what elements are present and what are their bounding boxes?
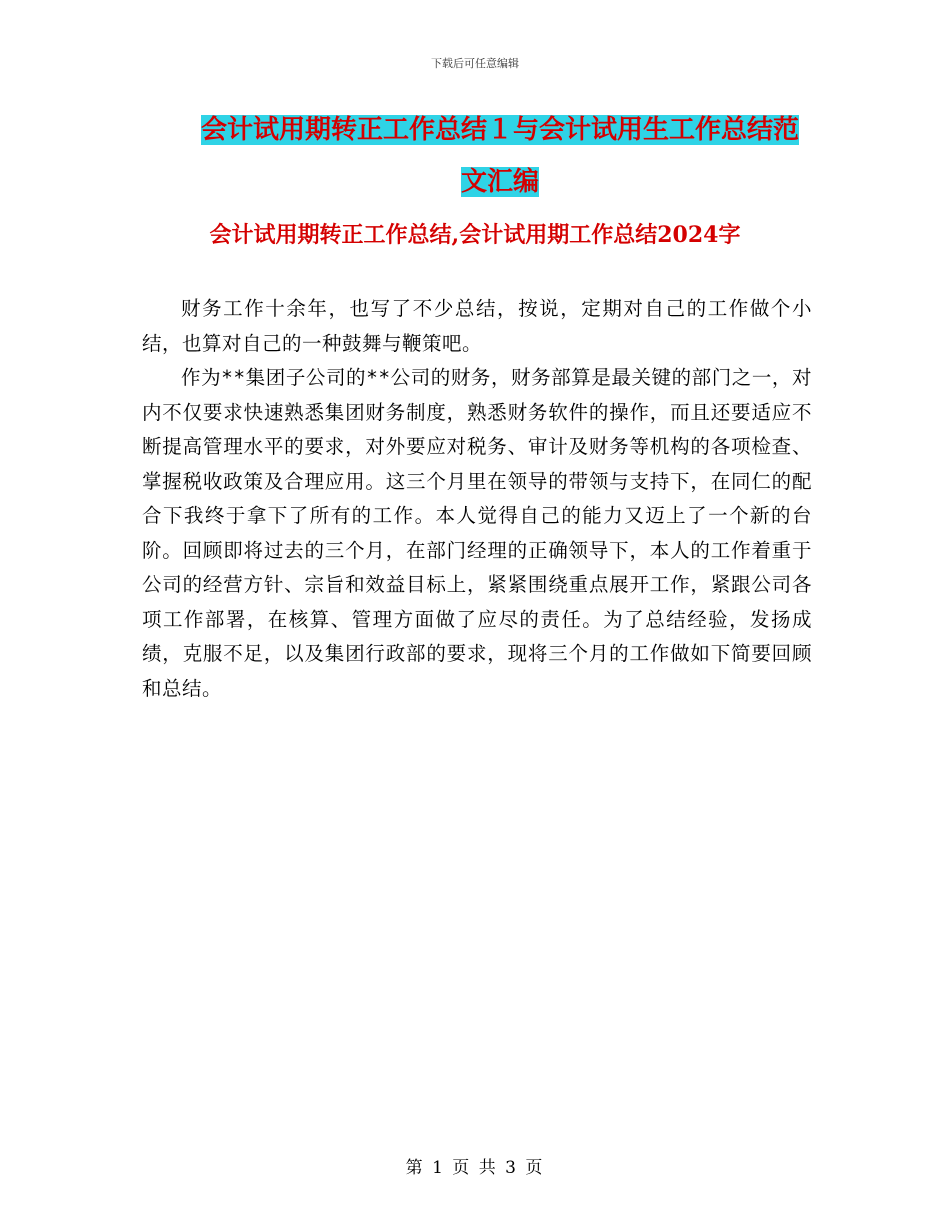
paragraph: 财务工作十余年，也写了不少总结，按说，定期对自己的工作做个小结，也算对自己的一种鼓舞与鞭策吧。: [142, 297, 812, 355]
section-subtitle: 会计试用期转正工作总结,会计试用期工作总结2024字: [209, 222, 741, 248]
document-title-line1: 会计试用期转正工作总结１与会计试用生工作总结范: [200, 115, 799, 145]
document-title: [140, 104, 860, 208]
document-title-line2: 文汇编: [460, 167, 539, 197]
body-text: [142, 292, 812, 706]
header-note: 下载后可任意编辑: [431, 57, 519, 70]
page-number: 第 1 页 共 3 页: [405, 1158, 545, 1178]
paragraph: 作为**集团子公司的**公司的财务，财务部算是最关键的部门之一，对内不仅要求快速熟悉集团财务制度，熟悉财务软件的操作，而且还要适应不断提高管理水平的要求，对外要应对税务、审计及财务等机构的各项检查、掌握税收政策及合理应用。这三个月里在领导的带领与支持下，在同仁的配合下我终于拿下了所有的工作。本人觉得自己的能力又迈上了一个新的台阶。回顾即将过去的三个月，在部门经理的正确领导下，本人的工作着重于公司的经营方针、宗旨和效益目标上，紧紧围绕重点展开工作，紧跟公司各项工作部署，在核算、管理方面做了应尽的责任。为了总结经验，发扬成绩，克服不足，以及集团行政部的要求，现将三个月的工作做如下简要回顾和总结。: [142, 366, 812, 700]
